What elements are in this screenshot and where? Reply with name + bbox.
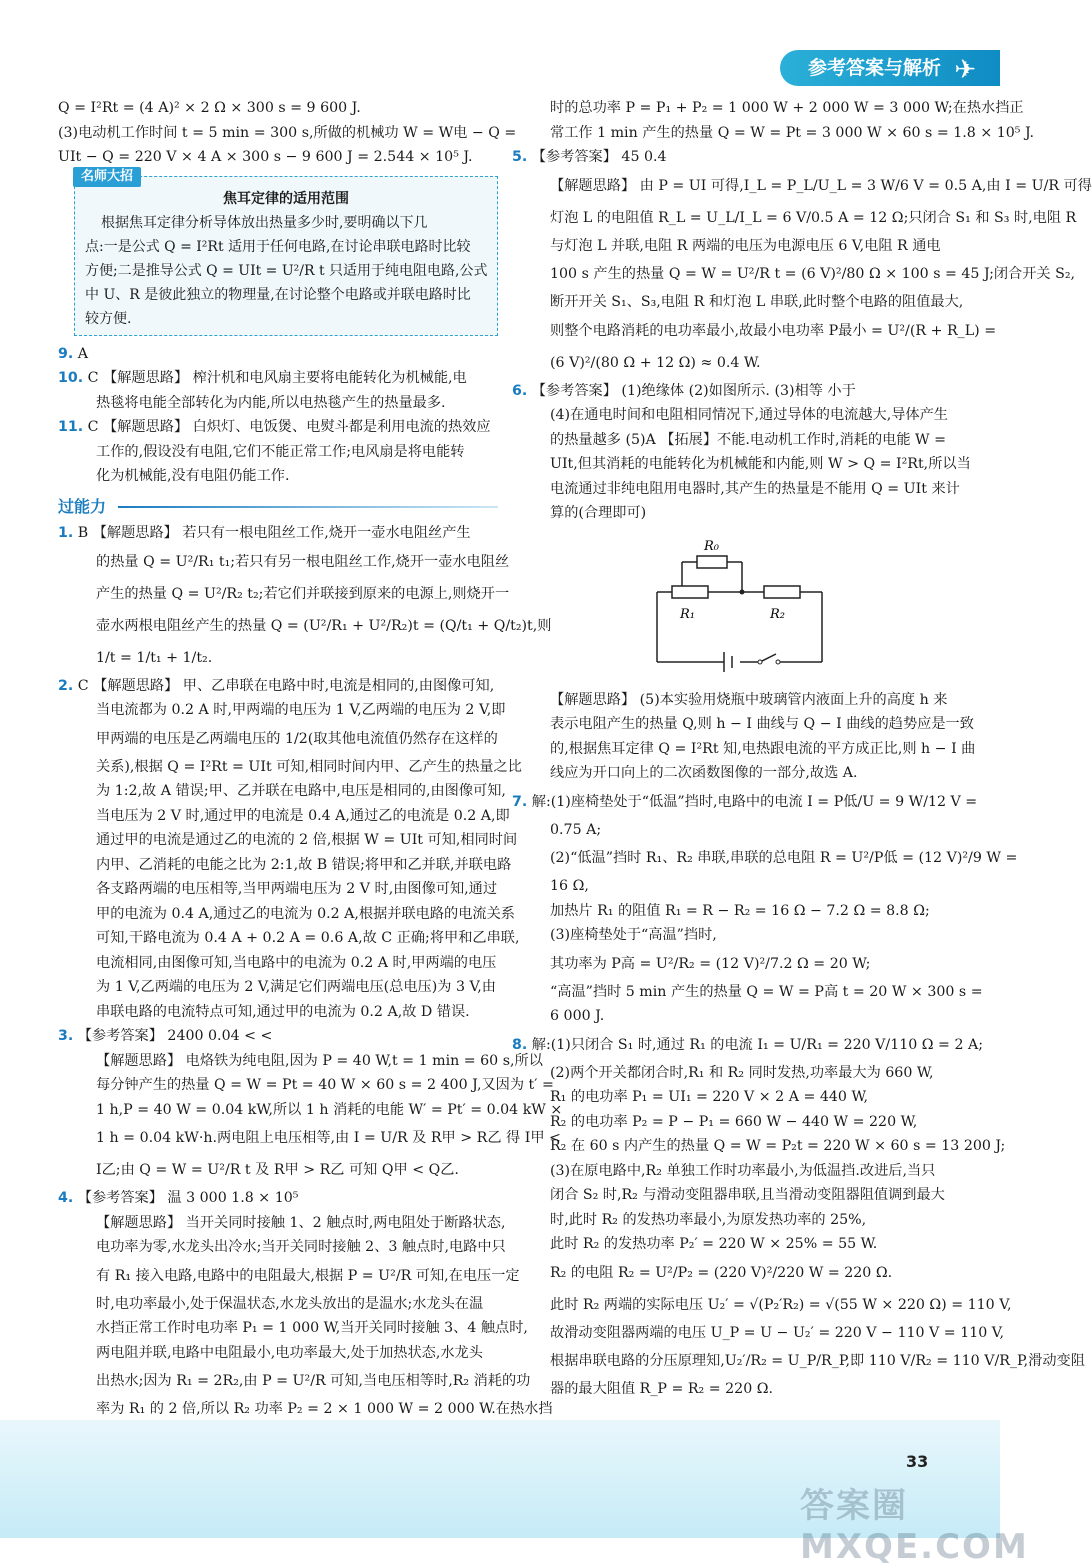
answer-text: 时,此时 R₂ 的发热功率最小,为原发热功率的 25%,	[550, 1211, 867, 1228]
question-number: 2.	[58, 677, 74, 694]
answer-text: 16 Ω,	[550, 878, 589, 894]
answer-text: 的热量越多 (5)A 【拓展】不能.电动机工作时,消耗的电能 W =	[550, 431, 946, 448]
answer-continuation	[58, 1292, 498, 1317]
section-header-tab	[780, 50, 1000, 86]
tip-title: 焦耳定律的适用范围	[223, 190, 349, 207]
answer-text: 算的(合理即可)	[550, 505, 647, 521]
text-line: Q = I²Rt = (4 A)² × 2 Ω × 300 s = 9 600 J.	[58, 100, 361, 116]
answer-continuation	[58, 853, 512, 878]
label-r1: R₁	[680, 606, 695, 622]
answer-text: 有 R₁ 接入电路,电路中的电阻最大,根据 P = U²/R 可知,在电压一定	[96, 1267, 520, 1284]
answer-text: 为 1 V,乙两端的电压为 2 V,满足它们两端电压(总电压)为 3 V,由	[96, 979, 496, 995]
answer-continuation	[58, 1000, 498, 1025]
answer-text: 电流相同,由图像可知,当电路中的电流为 0.2 A 时,甲两端的电压	[96, 954, 497, 971]
answer-text: 的,根据焦耳定律 Q = I²Rt 知,电热跟电流的平方成正比,则 h − I 曲	[550, 740, 976, 757]
answer-text: 器的最大阻值 R_P = R₂ = 220 Ω.	[550, 1381, 774, 1397]
answer-text: 【参考答案】 温 3 000 1.8 × 10⁵	[77, 1190, 299, 1206]
question-number: 5.	[512, 149, 528, 165]
answer-text: 解:(1)只闭合 S₁ 时,通过 R₁ 的电流 I₁ = U/R₁ = 220 V/110 Ω = 2 A;	[531, 1036, 984, 1053]
answer-text: (2)“低温”挡时 R₁、R₂ 串联,串联的总电阻 R = U²/P低 = (12 V)²/9 W =	[550, 850, 1018, 866]
answer-continuation	[58, 642, 498, 674]
answer-text: (4)在通电时间和电阻相同情况下,通过导体的电流越大,导体产生	[550, 407, 948, 423]
answer-text: 当电压为 2 V 时,通过甲的电流是 0.4 A,通过乙的电流是 0.2 A,即	[96, 807, 510, 824]
answer-continuation	[58, 578, 510, 610]
answer-continuation	[58, 877, 498, 902]
answer-text: C 【解题思路】 榨汁机和电风扇主要将电能转化为机械能,电	[87, 370, 467, 386]
answer-text: 内甲、乙消耗的电能之比为 2:1,故 B 错误;将甲和乙并联,并联电路	[96, 856, 512, 873]
answer-continuation	[58, 902, 515, 927]
answer-continuation	[58, 755, 522, 780]
answer-text: 与灯泡 L 并联,电阻 R 两端的电压为电源电压 6 V,电阻 R 通电	[550, 237, 941, 254]
answer-continuation	[58, 828, 518, 853]
answer-text: 甲的电流为 0.4 A,通过乙的电流为 0.2 A,根据并联电路的电流关系	[96, 905, 515, 922]
answer-continuation	[512, 347, 954, 379]
answer-text: 常工作 1 min 产生的热量 Q = W = Pt = 3 000 W × 60 s = 1.8 × 10⁵ J.	[550, 124, 1035, 141]
answer-line	[58, 521, 498, 546]
circuit-diagram	[512, 532, 954, 682]
answer-continuation	[512, 428, 954, 453]
answer-continuation	[58, 1260, 520, 1292]
answer-continuation	[512, 1159, 954, 1184]
answer-text: R₂ 的电功率 P₂ = P − P₁ = 660 W − 440 W = 220 W,	[550, 1113, 918, 1130]
tip-line: 较方便.	[85, 310, 132, 327]
answer-text: 6 000 J.	[550, 1008, 605, 1024]
answer-continuation	[512, 234, 954, 259]
answer-text: 1 h,P = 40 W = 0.04 kW,所以 1 h 消耗的电能 W′ = Pt′ = 0.04 kW ×	[96, 1101, 563, 1118]
label-r2: R₂	[770, 606, 785, 622]
answer-continuation	[58, 1049, 543, 1074]
answer-continuation	[512, 258, 1076, 290]
answer-text: 水挡正常工作时电功率 P₁ = 1 000 W,当开关同时接触 3、4 触点时,	[96, 1320, 528, 1336]
answer-continuation	[58, 779, 506, 804]
answer-continuation	[512, 1257, 954, 1289]
answer-continuation	[512, 501, 954, 526]
answer-text: 为 1:2,故 A 错误;甲、乙并联在电路中,电压是相同的,由图像可知,	[96, 783, 506, 799]
answer-continuation	[58, 723, 498, 755]
answer-text: R₂ 的电阻 R₂ = U²/P₂ = (220 V)²/220 W = 220 Ω.	[550, 1264, 893, 1281]
answer-text: 化为机械能,没有电阻仍能工作.	[96, 468, 290, 484]
answer-text: (3)座椅垫处于“高温”挡时,	[550, 927, 717, 943]
question-number: 3.	[58, 1028, 74, 1044]
answer-text: (6 V)²/(80 Ω + 12 Ω) ≈ 0.4 W.	[550, 354, 761, 371]
answer-line	[58, 342, 498, 367]
page-number: 33	[906, 1452, 929, 1471]
tip-box	[74, 168, 498, 336]
left-column	[58, 96, 563, 1422]
answer-continuation	[512, 712, 974, 737]
answer-continuation	[512, 1134, 1006, 1159]
answer-continuation	[512, 948, 954, 980]
question-number: 8.	[512, 1036, 528, 1053]
answer-text: 0.75 A;	[550, 821, 602, 838]
answer-continuation	[512, 1004, 954, 1029]
switch-contact	[776, 660, 780, 664]
answer-text: R₁ 的电功率 P₁ = UI₁ = 220 V × 2 A = 440 W,	[550, 1089, 869, 1105]
switch-pivot	[758, 660, 762, 664]
circuit-svg	[512, 532, 954, 682]
answer-continuation	[512, 121, 1035, 146]
answer-continuation	[512, 818, 954, 843]
answer-continuation	[58, 391, 498, 416]
answer-text: 解:(1)座椅垫处于“低温”挡时,电路中的电流 I = P低/U = 9 W/12 V =	[531, 793, 978, 810]
answer-text: (2)两个开关都闭合时,R₁ 和 R₂ 同时发热,功率最大为 660 W,	[550, 1064, 934, 1081]
question-number: 9.	[58, 345, 74, 362]
answer-continuation	[512, 980, 983, 1005]
question-number: 10.	[58, 370, 84, 386]
answer-text: 关系),根据 Q = I²Rt = UIt 可知,相同时间内甲、乙产生的热量之比	[96, 758, 522, 775]
answer-text: C 【解题思路】 白炽灯、电饭煲、电熨斗都是利用电流的热效应	[87, 419, 491, 435]
answer-continuation	[512, 202, 1077, 234]
answer-continuation	[512, 1061, 954, 1086]
answer-text: 甲两端的电压是乙两端电压的 1/2(取其他电流值仍然存在这样的	[96, 730, 498, 747]
answer-continuation	[58, 610, 552, 642]
answer-line	[512, 786, 978, 818]
answer-text: 此时 R₂ 两端的实际电压 U₂′ = √(P₂′R₂) = √(55 W × 220 Ω) = 110 V,	[550, 1296, 1012, 1313]
answer-continuation	[58, 804, 510, 829]
answer-continuation	[512, 1377, 954, 1402]
answer-continuation	[512, 452, 971, 477]
answer-text: 【参考答案】 45 0.4	[531, 149, 667, 165]
answer-continuation	[512, 1208, 954, 1233]
answer-text: 的热量 Q = U²/R₁ t₁;若只有另一根电阻丝工作,烧开一壶水电阻丝	[96, 553, 510, 570]
answer-text: A	[77, 345, 89, 362]
answer-text: 表示电阻产生的热量 Q,则 h − I 曲线与 Q − I 曲线的趋势应是一致	[550, 716, 974, 732]
answer-text: 【参考答案】 (1)绝缘体 (2)如图所示. (3)相等 小于	[531, 382, 856, 399]
question-number: 4.	[58, 1190, 74, 1206]
answer-continuation	[512, 1321, 1005, 1346]
tip-line: 中 U、R 是彼此独立的物理量,在讨论整个电路或并联电路时比	[85, 286, 471, 303]
answer-continuation	[512, 688, 954, 713]
answer-line	[512, 145, 954, 170]
answer-text: 各支路两端的电压相等,当甲两端电压为 2 V 时,由图像可知,通过	[96, 881, 498, 897]
text-line: (3)电动机工作时间 t = 5 min = 300 s,所做的机械功 W = W电 − Q =	[58, 124, 517, 141]
answer-continuation	[512, 874, 954, 899]
resistor-r2	[764, 586, 800, 598]
answer-line	[512, 1029, 984, 1061]
answer-text: 热毯将电能全部转化为内能,所以电热毯产生的热量最多.	[96, 394, 446, 411]
answer-continuation	[512, 899, 954, 924]
answer-continuation	[58, 546, 510, 578]
answer-continuation	[58, 464, 498, 489]
answer-continuation	[58, 1098, 563, 1123]
answer-continuation	[512, 477, 960, 502]
answer-text: 【解题思路】 电烙铁为纯电阻,因为 P = 40 W,t = 1 min = 60 s,所以	[96, 1052, 543, 1069]
answer-continuation	[512, 290, 964, 315]
question-number: 7.	[512, 793, 528, 810]
answer-continuation	[512, 1345, 1085, 1377]
answer-continuation	[512, 1183, 954, 1208]
section-label: 过能力	[58, 496, 107, 516]
answer-text: 断开开关 S₁、S₃,电阻 R 和灯泡 L 串联,此时整个电路的阻值最大,	[550, 294, 964, 310]
resistor-r1	[672, 586, 708, 598]
answer-continuation	[512, 1232, 954, 1257]
answer-text: “高温”挡时 5 min 产生的热量 Q = W = P高 t = 20 W × 300 s =	[550, 983, 983, 1000]
answer-continuation	[58, 926, 520, 951]
answer-continuation	[58, 1211, 506, 1236]
answer-text: 每分钟产生的热量 Q = W = Pt = 40 W × 60 s = 2 400 J,又因为 t′ =	[96, 1077, 554, 1093]
answer-text: 1 h = 0.04 kW·h.两电阻上电压相等,由 I = U/R 及 R甲 > R乙 得 I甲 <	[96, 1130, 561, 1146]
answer-text: 通过甲的电流是通过乙的电流的 2 倍,根据 W = UIt 可知,相同时间	[96, 832, 518, 848]
answer-text: 灯泡 L 的电阻值 R_L = U_L/I_L = 6 V/0.5 A = 12 Ω;只闭合 S₁ 和 S₃ 时,电阻 R	[550, 209, 1077, 226]
tip-line: 方便;二是推导公式 Q = UIt = U²/R t 只适用于纯电阻电路,公式	[85, 262, 488, 279]
answer-text: 线应为开口向上的二次函数图像的一部分,故选 A.	[550, 765, 858, 781]
answer-continuation	[58, 698, 506, 723]
answer-continuation	[512, 170, 1092, 202]
answer-continuation	[58, 1154, 498, 1186]
answer-continuation	[58, 440, 498, 465]
answer-text: 则整个电路消耗的电功率最小,故最小电功率 P最小 = U²/(R + R_L) =	[550, 322, 997, 339]
answer-text: 工作的,假设没有电阻,它们不能正常工作;电风扇是将电能转	[96, 443, 465, 460]
answer-continuation	[58, 1365, 531, 1397]
answer-continuation	[58, 1316, 528, 1341]
answer-text: 加热片 R₁ 的阻值 R₁ = R − R₂ = 16 Ω − 7.2 Ω = 8.8 Ω;	[550, 902, 930, 919]
rocket-icon: ✈	[954, 55, 976, 85]
answer-continuation	[512, 315, 997, 347]
label-r0: R₀	[704, 538, 719, 554]
text-line: UIt − Q = 220 V × 4 A × 300 s − 9 600 J = 2.544 × 10⁵ J.	[58, 149, 473, 165]
answer-continuation	[512, 1085, 954, 1110]
junction-dot	[740, 589, 745, 594]
answer-continuation	[512, 403, 954, 428]
answer-continuation	[58, 975, 498, 1000]
answer-text: 串联电路的电流特点可知,通过甲的电流为 0.2 A,故 D 错误.	[96, 1003, 470, 1020]
answer-continuation	[58, 1235, 506, 1260]
question-number: 1.	[58, 525, 74, 541]
answer-continuation	[58, 1122, 561, 1154]
answer-text: UIt,但其消耗的电能转化为机械能和内能,则 W > Q = I²Rt,所以当	[550, 456, 971, 472]
answer-text: 【解题思路】 当开关同时接触 1、2 触点时,两电阻处于断路状态,	[96, 1214, 506, 1231]
answer-continuation	[58, 1073, 554, 1098]
answer-text: 电流通过非纯电阻用电器时,其产生的热量是不能用 Q = UIt 来计	[550, 480, 960, 497]
answer-text: B 【解题思路】 若只有一根电阻丝工作,烧开一壶水电阻丝产生	[77, 525, 471, 541]
answer-line	[58, 1186, 498, 1211]
answer-text: (3)在原电路中,R₂ 单独工作时功率最小,为低温挡.改进后,当只	[550, 1162, 936, 1179]
answer-text: 【解题思路】 (5)本实验用烧瓶中玻璃管内液面上升的高度 h 来	[550, 691, 948, 708]
answers-block-b	[58, 521, 563, 1422]
answer-text: 当电流都为 0.2 A 时,甲两端的电压为 1 V,乙两端的电压为 2 V,即	[96, 702, 506, 718]
tip-tag: 名师大招	[73, 167, 141, 187]
watermark: 答案圈 MXQE.COM	[800, 1486, 1029, 1567]
question-number: 11.	[58, 419, 84, 435]
answer-text: 100 s 产生的热量 Q = W = U²/R t = (6 V)²/80 Ω × 100 s = 45 J;闭合开关 S₂,	[550, 266, 1076, 282]
answer-text: 产生的热量 Q = U²/R₂ t₂;若它们并联接到原来的电源上,则烧开一	[96, 585, 510, 602]
answer-text: 电功率为零,水龙头出冷水;当开关同时接触 2、3 触点时,电路中只	[96, 1239, 506, 1255]
answer-continuation	[58, 1397, 553, 1422]
answer-text: 壶水两根电阻丝产生的热量 Q = (U²/R₁ + U²/R₂)t = (Q/t₁ + Q/t₂)t,则	[96, 617, 552, 634]
answer-line	[58, 366, 498, 391]
answer-text: 时,电功率最小,处于保温状态,水龙头放出的是温水;水龙头在温	[96, 1295, 484, 1312]
answers-block-c	[512, 96, 1092, 526]
answer-text: 两电阻并联,电路中电阻最小,电功率最大,处于加热状态,水龙头	[96, 1344, 483, 1361]
answer-line	[512, 379, 954, 404]
answer-continuation	[58, 1341, 498, 1366]
answer-text: 出热水;因为 R₁ = 2R₂,由 P = U²/R 可知,当电压相等时,R₂ 消耗的功	[96, 1373, 531, 1389]
answer-continuation	[512, 1110, 954, 1135]
answers-block-a	[58, 342, 498, 489]
answer-line	[58, 415, 498, 440]
answer-text: 此时 R₂ 的发热功率 P₂′ = 220 W × 25% = 55 W.	[550, 1236, 878, 1252]
answer-text: 根据串联电路的分压原理知,U₂′/R₂ = U_P/R_P,即 110 V/R₂ = 110 V/R_P,滑动变阻	[550, 1353, 1085, 1369]
answer-continuation	[512, 923, 954, 948]
answer-text: C 【解题思路】 甲、乙串联在电路中时,电流是相同的,由图像可知,	[77, 677, 495, 694]
answer-continuation	[512, 1289, 1012, 1321]
tip-line: 点:一是公式 Q = I²Rt 适用于任何电路,在讨论串联电路时比较	[85, 238, 471, 255]
answers-block-d	[512, 688, 1085, 1402]
answer-text: 【解题思路】 由 P = UI 可得,I_L = P_L/U_L = 3 W/6 V = 0.5 A,由 I = U/R 可得	[550, 177, 1092, 194]
section-divider	[118, 506, 498, 508]
answer-continuation	[58, 951, 498, 976]
answer-continuation	[512, 737, 976, 762]
answer-text: 时的总功率 P = P₁ + P₂ = 1 000 W + 2 000 W = 3 000 W;在热水挡正	[550, 100, 1024, 116]
answer-line	[58, 674, 498, 699]
answer-continuation	[512, 842, 1018, 874]
tip-line: 根据焦耳定律分析导体放出热量多少时,要明确以下几	[101, 214, 428, 231]
answer-text: 可知,干路电流为 0.4 A + 0.2 A = 0.6 A,故 C 正确;将甲和乙串联,	[96, 930, 520, 946]
answer-text: 故滑动变阻器两端的电压 U_P = U − U₂′ = 220 V − 110 V = 110 V,	[550, 1324, 1005, 1341]
answer-text: R₂ 在 60 s 内产生的热量 Q = W = P₂t = 220 W × 60 s = 13 200 J;	[550, 1138, 1006, 1154]
answer-text: 其功率为 P高 = U²/R₂ = (12 V)²/7.2 Ω = 20 W;	[550, 955, 871, 972]
answer-continuation	[512, 96, 1024, 121]
resistor-r0	[697, 556, 727, 568]
right-column	[512, 96, 1092, 1402]
answer-text: 闭合 S₂ 时,R₂ 与滑动变阻器串联,且当滑动变阻器阻值调到最大	[550, 1187, 945, 1203]
answer-continuation	[512, 761, 954, 786]
header-title: 参考答案与解析	[808, 57, 942, 79]
answer-text: 1/t = 1/t₁ + 1/t₂.	[96, 649, 213, 666]
question-number: 6.	[512, 382, 528, 399]
answer-text: I乙;由 Q = W = U²/R t 及 R甲 > R乙 可知 Q甲 < Q乙.	[96, 1162, 459, 1178]
section-title-guonengli	[58, 495, 498, 520]
answer-line	[58, 1024, 498, 1049]
answer-text: 【参考答案】 2400 0.04 < <	[77, 1028, 273, 1044]
answer-text: 率为 R₁ 的 2 倍,所以 R₂ 功率 P₂ = 2 × 1 000 W = 2 000 W.在热水挡	[96, 1401, 553, 1417]
